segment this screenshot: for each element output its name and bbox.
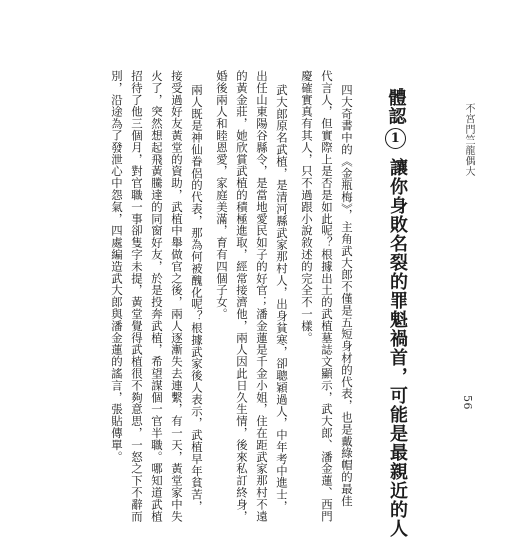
section-title: 讓你身敗名裂的罪魁禍首，可能是最親近的人: [387, 158, 408, 538]
body-column: 代言人，但實際上是否是如此呢？根據出土的武植墓誌文顯示，武大郎、潘金蓮、西門: [320, 70, 334, 523]
body-column: 接受過好友黃堂的資助，武植中舉做官之後，兩人逐漸失去連繫，有一天，黃堂家中失: [170, 70, 184, 523]
running-title: 不宮門竺龍偶大: [463, 103, 474, 177]
section-number-badge: 1: [385, 128, 406, 149]
body-column: 四大奇書中的《金瓶梅》，主角武大郎不僅是五短身材的代表，也是戴綠帽的最佳: [340, 84, 354, 507]
body-column: 火了，突然想起飛黃騰達的同窗好友，於是投奔武植，希望謀個一官半職。哪知道武植: [150, 70, 164, 523]
body-column: 兩人既是神仙眷侶的代表，那為何被醜化呢？根據武家後人表示，武植早年貧苦，: [190, 84, 204, 513]
section-label: 體認: [385, 88, 407, 125]
body-column: 慶確實真有其人，只不過跟小說敘述的完全不一樣。: [300, 70, 314, 344]
page-number: 56: [461, 395, 474, 410]
body-column: 武大郎原名武植，是清河縣武家那村人，出身貧寒，卻聰穎過人，中年考中進士，: [275, 84, 289, 513]
body-column: 招待了他三個月，對官職一事卻隻字未提，黃堂覺得武植很不夠意思，一怒之下不辭而: [130, 70, 144, 523]
body-column: 出任山東陽谷縣令，是當地愛民如子的好官；潘金蓮是千金小姐，住在距武家那村不遠: [255, 70, 269, 523]
section-heading-tag: [385, 88, 406, 152]
body-column: 的黃金莊，她欣賞武植的積極進取，經常接濟他，兩人因此日久生情，後來私訂終身，: [235, 70, 249, 523]
body-column: 婚後兩人和睦恩愛，家庭美滿，育有四個子女。: [215, 70, 229, 320]
body-column: 別，沿途為了發泄心中怨氣，四處編造武大郎與潘金蓮的謠言，張貼傳單。: [110, 70, 124, 463]
